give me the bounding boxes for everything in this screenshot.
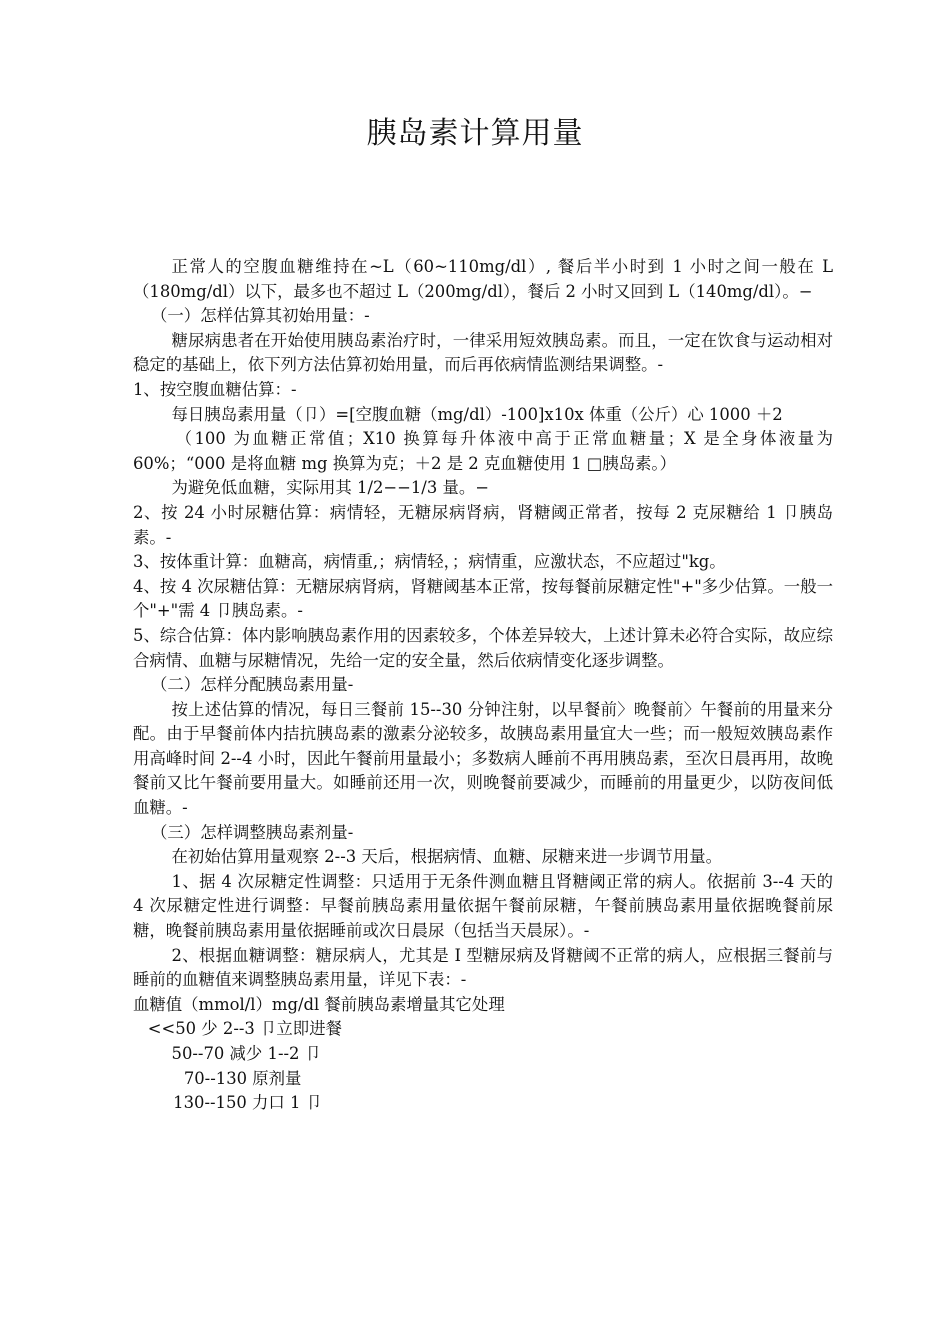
list-item-2: 2、按 24 小时尿糖估算：病情轻，无糖尿病肾病，肾糖阈正常者，按每 2 克尿糖给 1 卩胰岛素。- — [133, 502, 833, 547]
document-title: 胰岛素计算用量 — [366, 116, 584, 151]
section-heading-2: （二）怎样分配胰岛素用量- — [151, 675, 354, 695]
formula-line: 每日胰岛素用量（卩）=[空腹血糖（mg/dl）-100]x10x 体重（公斤）心 1000 ＋2 — [171, 404, 783, 424]
list-item-1: 1、按空腹血糖估算：- — [133, 379, 297, 399]
paragraph-urine-adjust: 1、据 4 次尿糖定性调整：只适用于无条件测血糖且肾糖阈正常的病人。依据前 3--4 天的 4 次尿糖定性进行调整：早餐前胰岛素用量依据午餐前尿糖，午餐前胰岛素用量依据晚餐前尿糖，晚餐前胰岛素用量依据睡前或次日晨尿（包括当天晨尿）。- — [133, 871, 833, 941]
table-row: 50--70 减少 1--2 卩 — [171, 1044, 322, 1063]
list-item-4: 4、按 4 次尿糖估算：无糖尿病肾病，肾糖阈基本正常，按每餐前尿糖定性"+"多少估算。一般一个"+"需 4 卩胰岛素。- — [133, 576, 833, 621]
intro-paragraph: 正常人的空腹血糖维持在~L（60~110mg/dl）, 餐后半小时到 1 小时之间一般在 L（180mg/dl）以下，最多也不超过 L（200mg/dl），餐后 2 小时又回到 L（140mg/dl）。− — [133, 257, 833, 301]
paragraph-distribution: 按上述估算的情况，每日三餐前 15--30 分钟注射，以早餐前〉晚餐前〉午餐前的用量来分配。由于早餐前体内拮抗胰岛素的激素分泌较多，故胰岛素用量宜大一些；而一般短效胰岛素作用高峰时间 2--4 小时，因此午餐前用量最小；多数病人睡前不再用胰岛素，至次日晨再用，故晚餐前又比午餐前要用量大。如睡前还用一次，则晚餐前要减少，而睡前的用量更少，以防夜间低血糖。- — [133, 699, 833, 818]
paragraph-initial-dose: 糖尿病患者在开始使用胰岛素治疗时，一律采用短效胰岛素。而且，一定在饮食与运动相对稳定的基础上，依下列方法估算初始用量，而后再依病情监测结果调整。- — [133, 330, 833, 375]
table-row: 70--130 原剂量 — [183, 1068, 302, 1088]
document-body — [133, 255, 833, 1116]
list-item-3: 3、按体重计算：血糖高，病情重,；病情轻，；病情重，应激状态，不应超过"kg。 — [133, 552, 726, 572]
section-heading-3: （三）怎样调整胰岛素剂量- — [151, 822, 354, 842]
paragraph-glucose-adjust: 2、根据血糖调整：糖尿病人，尤其是 I 型糖尿病及肾糖阈不正常的病人，应根据三餐前与睡前的血糖值来调整胰岛素用量，详见下表：- — [133, 945, 833, 990]
formula-note: （100 为血糖正常值；X10 换算每升体液中高于正常血糖量；X 是全身体液量为 60%；“000 是将血糖 mg 换算为克；＋2 是 2 克血糖使用 1 □胰岛素。） — [133, 429, 833, 473]
paragraph-adjust-intro: 在初始估算用量观察 2--3 天后，根据病情、血糖、尿糖来进一步调节用量。 — [171, 847, 722, 867]
formula-caution: 为避免低血糖，实际用其 1/2−−1/3 量。− — [171, 478, 489, 498]
table-row: <<50 少 2--3 卩立即进餐 — [147, 1019, 342, 1039]
table-row: 130--150 力口 1 卩 — [173, 1093, 323, 1113]
section-heading-1: （一）怎样估算其初始用量：- — [151, 306, 370, 326]
list-item-5: 5、综合估算：体内影响胰岛素作用的因素较多，个体差异较大，上述计算未必符合实际，故应综合病情、血糖与尿糖情况，先给一定的安全量，然后依病情变化逐步调整。 — [133, 625, 833, 670]
table-header-line: 血糖值（mmol/l）mg/dl 餐前胰岛素增量其它处理 — [133, 994, 505, 1014]
